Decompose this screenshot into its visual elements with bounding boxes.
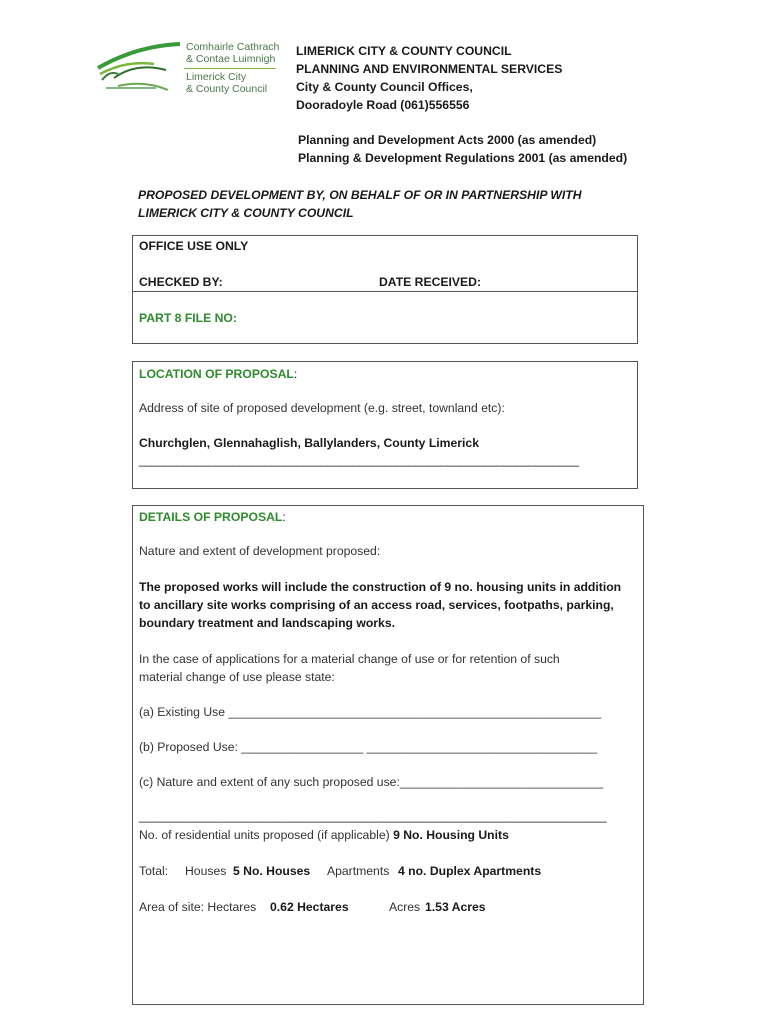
nature-line: boundary treatment and landscaping works. bbox=[139, 616, 395, 630]
proposed-heading-line: LIMERICK CITY & COUNTY COUNCIL bbox=[138, 206, 354, 220]
logo-divider bbox=[184, 68, 276, 69]
extent-use-field: (c) Nature and extent of any such proposed use:______________________________ bbox=[139, 775, 604, 789]
address-label: Address of site of proposed development (e.g. street, townland etc): bbox=[139, 401, 505, 415]
header-line: City & County Council Offices, bbox=[296, 80, 473, 94]
details-title-text: DETAILS OF PROPOSAL bbox=[139, 510, 283, 524]
council-logo bbox=[96, 40, 281, 102]
area-label: Area of site: Hectares bbox=[139, 900, 257, 914]
houses-label: Houses bbox=[185, 864, 227, 878]
location-title-text: LOCATION OF PROPOSAL bbox=[139, 367, 294, 381]
acts-line: Planning and Development Acts 2000 (as amended) bbox=[298, 133, 597, 147]
acres-label: Acres bbox=[389, 900, 421, 914]
header-line: PLANNING AND ENVIRONMENTAL SERVICES bbox=[296, 62, 563, 76]
blank-underline: _____________________________________________________________________ bbox=[139, 809, 607, 823]
address-value: Churchglen, Glennahaglish, Ballylanders, County Limerick bbox=[139, 436, 479, 450]
header-line: LIMERICK CITY & COUNTY COUNCIL bbox=[296, 44, 512, 58]
location-box bbox=[132, 361, 638, 489]
logo-english-line1: Limerick City bbox=[186, 71, 247, 83]
address-underline: ______________________________________________________________________ bbox=[139, 453, 579, 467]
details-box bbox=[132, 505, 644, 1005]
existing-use-field: (a) Existing Use _______________________________________________________ bbox=[139, 705, 602, 719]
details-title: DETAILS OF PROPOSAL: bbox=[139, 510, 286, 524]
council-swoosh-icon bbox=[96, 40, 182, 102]
checked-by-label: CHECKED BY: bbox=[139, 275, 223, 289]
part8-file-no-label: PART 8 FILE NO: bbox=[139, 311, 237, 325]
apartments-label: Apartments bbox=[327, 864, 390, 878]
material-line: In the case of applications for a material change of use or for retention of such bbox=[139, 652, 560, 666]
header-line: Dooradoyle Road (061)556556 bbox=[296, 98, 470, 112]
nature-line: to ancillary site works comprising of an access road, services, footpaths, parking, bbox=[139, 598, 614, 612]
hectares-value: 0.62 Hectares bbox=[270, 900, 349, 914]
units-label: No. of residential units proposed (if applicable) bbox=[139, 828, 390, 842]
nature-line: The proposed works will include the construction of 9 no. housing units in addition bbox=[139, 580, 622, 594]
nature-description bbox=[139, 578, 621, 632]
date-received-label: DATE RECEIVED: bbox=[379, 275, 482, 289]
logo-irish-line2: & Contae Luimnigh bbox=[186, 53, 276, 65]
acts-line: Planning & Development Regulations 2001 (as amended) bbox=[298, 151, 628, 165]
houses-value: 5 No. Houses bbox=[233, 864, 311, 878]
council-header bbox=[296, 42, 562, 114]
units-value: 9 No. Housing Units bbox=[393, 828, 509, 842]
material-change-text bbox=[139, 650, 560, 686]
proposed-use-field: (b) Proposed Use: __________________ __________________________________ bbox=[139, 740, 598, 754]
proposed-heading-line: PROPOSED DEVELOPMENT BY, ON BEHALF OF OR IN PARTNERSHIP WITH bbox=[138, 188, 582, 202]
logo-english-line2: & County Council bbox=[186, 83, 268, 95]
office-use-title: OFFICE USE ONLY bbox=[139, 239, 249, 253]
office-divider bbox=[133, 291, 637, 292]
acres-value: 1.53 Acres bbox=[425, 900, 486, 914]
acts-reference bbox=[298, 131, 627, 167]
material-line: material change of use please state: bbox=[139, 670, 335, 684]
apartments-value: 4 no. Duplex Apartments bbox=[398, 864, 542, 878]
location-title: LOCATION OF PROPOSAL: bbox=[139, 367, 298, 381]
office-use-box bbox=[132, 235, 638, 344]
proposed-heading bbox=[138, 186, 582, 222]
residential-units bbox=[139, 828, 509, 842]
total-label: Total: bbox=[139, 864, 169, 878]
nature-label: Nature and extent of development proposed: bbox=[139, 544, 381, 558]
logo-irish-line1: Comhairle Cathrach bbox=[186, 41, 280, 53]
